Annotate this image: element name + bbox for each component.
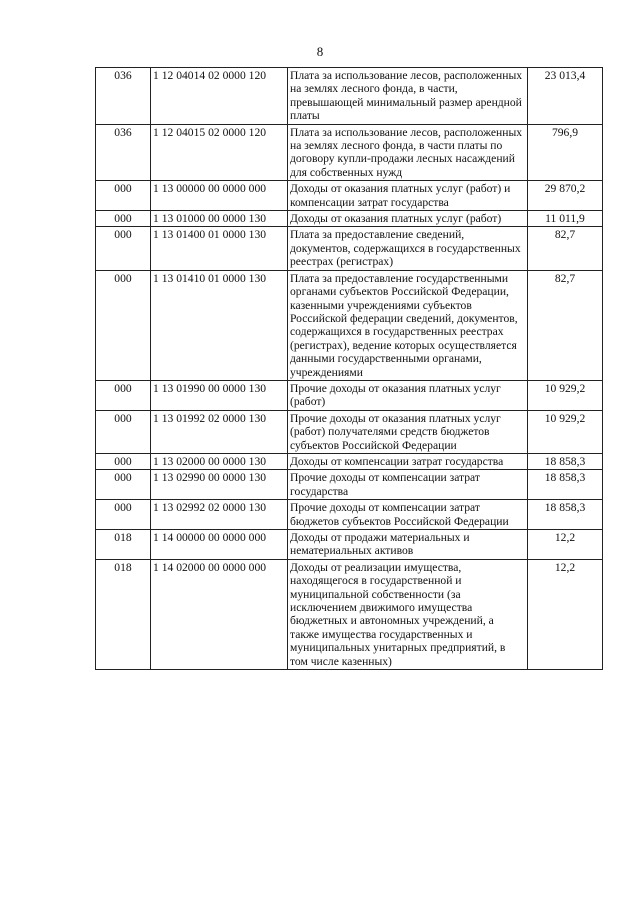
revenue-table — [95, 67, 603, 670]
admin-code-cell: 000 — [96, 380, 151, 410]
revenue-name-cell: Прочие доходы от оказания платных услуг (работ) — [288, 380, 528, 410]
amount-cell: 18 858,3 — [528, 500, 603, 530]
table-row — [96, 453, 603, 469]
table-row — [96, 410, 603, 453]
admin-code-cell: 000 — [96, 500, 151, 530]
revenue-name-cell: Прочие доходы от компенсации затрат бюджетов субъектов Российской Федерации — [288, 500, 528, 530]
revenue-name-cell: Плата за использование лесов, расположенных на землях лесного фонда, в части платы по договору купли-продажи лесных насаждений для собственных нужд — [288, 124, 528, 181]
page-number: 8 — [316, 44, 324, 59]
revenue-name-cell: Доходы от продажи материальных и нематериальных активов — [288, 530, 528, 560]
table-row — [96, 227, 603, 270]
admin-code-cell: 036 — [96, 124, 151, 181]
budget-code-cell: 1 14 02000 00 0000 000 — [151, 559, 288, 669]
budget-code-cell: 1 14 00000 00 0000 000 — [151, 530, 288, 560]
table-row — [96, 68, 603, 125]
admin-code-cell: 036 — [96, 68, 151, 125]
table-row — [96, 270, 603, 380]
admin-code-cell: 000 — [96, 227, 151, 270]
revenue-name-cell: Доходы от реализации имущества, находящегося в государственной и муниципальной собственности (за исключением движимого имущества бюджетных и автономных учреждений, а также имущества государственных и муниципальных унитарных предприятий, в том числе казенных) — [288, 559, 528, 669]
admin-code-cell: 000 — [96, 453, 151, 469]
revenue-name-cell: Плата за использование лесов, расположенных на землях лесного фонда, в части, превышающей минимальный размер арендной платы — [288, 68, 528, 125]
budget-code-cell: 1 13 01410 01 0000 130 — [151, 270, 288, 380]
amount-cell: 796,9 — [528, 124, 603, 181]
admin-code-cell: 000 — [96, 211, 151, 227]
admin-code-cell: 000 — [96, 410, 151, 453]
revenue-name-cell: Плата за предоставление государственными органами субъектов Российской Федерации, казенными учреждениями субъектов Российской федерации сведений, документов, содержащихся в государственных реестрах (регистрах), ведение которых осуществляется данными государственными органами, учреждениями — [288, 270, 528, 380]
table-row — [96, 380, 603, 410]
amount-cell: 23 013,4 — [528, 68, 603, 125]
amount-cell: 12,2 — [528, 530, 603, 560]
amount-cell: 82,7 — [528, 270, 603, 380]
amount-cell: 12,2 — [528, 559, 603, 669]
revenue-table-body — [96, 68, 603, 670]
table-row — [96, 559, 603, 669]
budget-code-cell: 1 13 02000 00 0000 130 — [151, 453, 288, 469]
amount-cell: 18 858,3 — [528, 453, 603, 469]
admin-code-cell: 018 — [96, 559, 151, 669]
budget-code-cell: 1 13 01400 01 0000 130 — [151, 227, 288, 270]
amount-cell: 11 011,9 — [528, 211, 603, 227]
revenue-name-cell: Доходы от оказания платных услуг (работ) — [288, 211, 528, 227]
admin-code-cell: 000 — [96, 181, 151, 211]
revenue-name-cell: Доходы от компенсации затрат государства — [288, 453, 528, 469]
budget-code-cell: 1 13 01990 00 0000 130 — [151, 380, 288, 410]
amount-cell: 10 929,2 — [528, 410, 603, 453]
admin-code-cell: 018 — [96, 530, 151, 560]
revenue-name-cell: Прочие доходы от компенсации затрат государства — [288, 470, 528, 500]
revenue-name-cell: Прочие доходы от оказания платных услуг (работ) получателями средств бюджетов субъектов Российской Федерации — [288, 410, 528, 453]
amount-cell: 18 858,3 — [528, 470, 603, 500]
budget-code-cell: 1 13 01992 02 0000 130 — [151, 410, 288, 453]
budget-code-cell: 1 12 04014 02 0000 120 — [151, 68, 288, 125]
amount-cell: 10 929,2 — [528, 380, 603, 410]
revenue-name-cell: Доходы от оказания платных услуг (работ) и компенсации затрат государства — [288, 181, 528, 211]
table-row — [96, 530, 603, 560]
admin-code-cell: 000 — [96, 470, 151, 500]
amount-cell: 82,7 — [528, 227, 603, 270]
table-row — [96, 211, 603, 227]
amount-cell: 29 870,2 — [528, 181, 603, 211]
budget-code-cell: 1 13 02992 02 0000 130 — [151, 500, 288, 530]
admin-code-cell: 000 — [96, 270, 151, 380]
budget-code-cell: 1 13 00000 00 0000 000 — [151, 181, 288, 211]
budget-code-cell: 1 12 04015 02 0000 120 — [151, 124, 288, 181]
budget-code-cell: 1 13 01000 00 0000 130 — [151, 211, 288, 227]
table-row — [96, 124, 603, 181]
revenue-name-cell: Плата за предоставление сведений, документов, содержащихся в государственных реестрах (регистрах) — [288, 227, 528, 270]
table-row — [96, 181, 603, 211]
table-row — [96, 470, 603, 500]
table-row — [96, 500, 603, 530]
budget-code-cell: 1 13 02990 00 0000 130 — [151, 470, 288, 500]
